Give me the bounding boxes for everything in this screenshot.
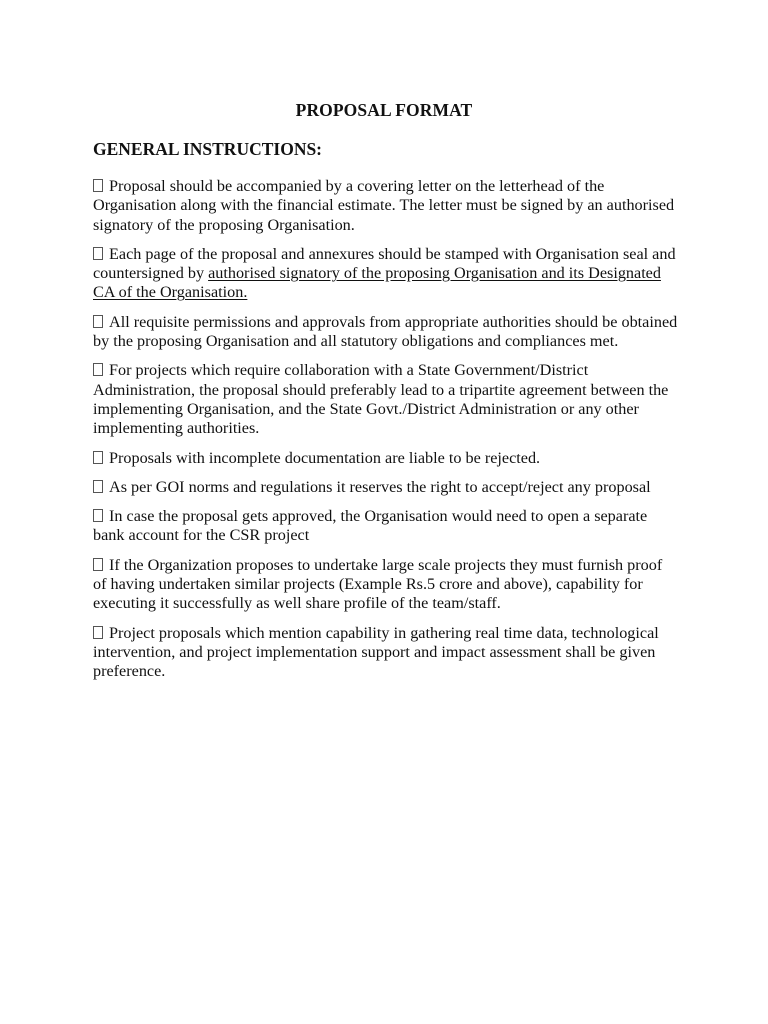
item-text: Each page of the proposal and annexures should be stamped with Organisation seal and countersigned by: [93, 244, 676, 283]
list-item: [93, 449, 678, 468]
instruction-list: [93, 177, 678, 692]
item-text: For projects which require collaboration with a State Government/District Administration, the proposal should preferably lead to a tripartite agreement between the implementing Organisation, and the State Govt./District Administration or any other implementing authorities.: [93, 361, 669, 438]
list-item: [93, 624, 678, 682]
bullet-box-icon: [93, 363, 103, 376]
list-item: [93, 507, 678, 546]
item-text: Proposals with incomplete documentation are liable to be rejected.: [109, 448, 541, 467]
list-item: [93, 478, 678, 497]
item-text: If the Organization proposes to undertake large scale projects they must furnish proof of having undertaken similar projects (Example Rs.5 crore and above), capability for executing it successfully as well share profile of the team/staff.: [93, 555, 663, 613]
bullet-box-icon: [93, 451, 103, 464]
item-text: Project proposals which mention capability in gathering real time data, technological intervention, and project implementation support and impact assessment shall be given preference.: [93, 623, 659, 681]
bullet-box-icon: [93, 480, 103, 493]
list-item: [93, 556, 678, 614]
item-text: Proposal should be accompanied by a covering letter on the letterhead of the Organisation along with the financial estimate. The letter must be signed by an authorised signatory of the proposing Organisation.: [93, 177, 675, 234]
list-item: [93, 361, 678, 438]
list-item: [93, 313, 678, 352]
document-title: PROPOSAL FORMAT: [295, 100, 473, 120]
item-text: All requisite permissions and approvals from appropriate authorities should be obtained by the proposing Organisation and all statutory obligations and compliances met.: [93, 312, 678, 351]
list-item: [93, 245, 678, 303]
list-item: [93, 177, 678, 235]
item-text: In case the proposal gets approved, the Organisation would need to open a separate bank account for the CSR project: [93, 507, 648, 545]
bullet-box-icon: [93, 626, 103, 639]
bullet-box-icon: [93, 558, 103, 571]
item-underlined-text: authorised signatory of the proposing Organisation and its Designated CA of the Organisation.: [93, 264, 661, 302]
bullet-box-icon: [93, 179, 103, 192]
bullet-box-icon: [93, 315, 103, 328]
item-text: As per GOI norms and regulations it reserves the right to accept/reject any proposal: [109, 477, 651, 496]
section-heading: GENERAL INSTRUCTIONS:: [93, 139, 323, 159]
bullet-box-icon: [93, 247, 103, 260]
bullet-box-icon: [93, 509, 103, 522]
